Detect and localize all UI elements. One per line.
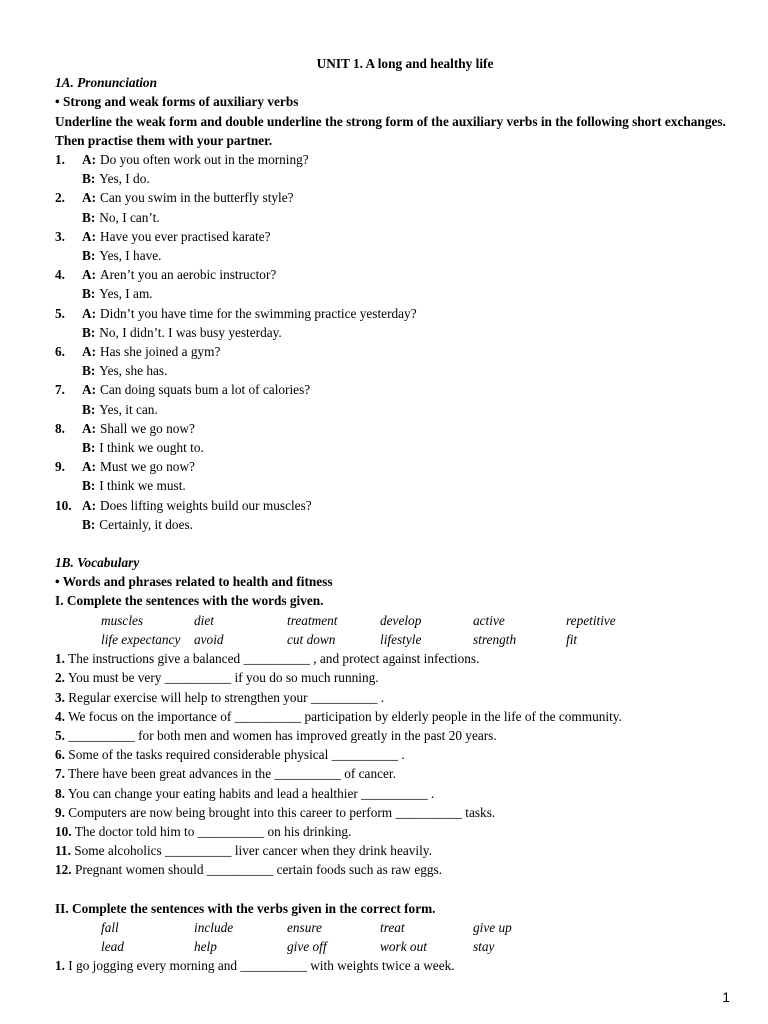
sentence-number: 1. — [55, 651, 65, 667]
sentence-text: Some of the tasks required considerable physical __________ . — [64, 747, 405, 763]
exchange-text-b: I think we ought to. — [99, 440, 204, 456]
speaker-label: B: — [82, 286, 96, 302]
speaker-label: B: — [82, 440, 96, 456]
exchange-number: 8. — [55, 420, 65, 436]
sentence-number: 8. — [55, 785, 65, 801]
exchange-text-b: Yes, I do. — [99, 171, 150, 187]
sentence-item — [55, 688, 735, 707]
speaker-label: A: — [82, 228, 97, 244]
exchange-line-b — [55, 208, 735, 227]
exchange-line-b — [55, 361, 735, 380]
sentence-text: Regular exercise will help to strengthen your __________ . — [64, 689, 385, 705]
section-a-heading: 1A. Pronunciation — [55, 75, 157, 91]
exchange-line-a — [55, 457, 735, 476]
exchange-line-b — [55, 246, 735, 265]
sentence-text: Computers are now being brought into this career to perform __________ tasks. — [64, 804, 496, 820]
exchange-text-b: No, I didn’t. I was busy yesterday. — [99, 324, 282, 340]
sentence-item — [55, 745, 735, 764]
word-item: treatment — [287, 612, 338, 628]
exchange-text-a: Has she joined a gym? — [100, 344, 221, 360]
speaker-label: A: — [82, 305, 97, 321]
sentence-item — [55, 668, 735, 687]
sentence-number: 11. — [55, 843, 71, 859]
speaker-label: A: — [82, 420, 97, 436]
exchange-text-a: Do you often work out in the morning? — [100, 152, 309, 168]
exchange-number: 3. — [55, 228, 65, 244]
sentence-text: __________ for both men and women has improved greatly in the past 20 years. — [64, 727, 497, 743]
exchange-line-a — [55, 496, 735, 515]
word-item: give off — [287, 938, 327, 954]
exchange-text-b: Yes, she has. — [99, 363, 168, 379]
speaker-label: B: — [82, 478, 96, 494]
sentence-item — [55, 860, 735, 879]
exchange-line-a — [55, 380, 735, 399]
word-item: avoid — [194, 631, 224, 647]
speaker-label: B: — [82, 401, 96, 417]
exchange-number: 4. — [55, 267, 65, 283]
sentence-text: Some alcoholics __________ liver cancer when they drink heavily. — [70, 843, 432, 859]
speaker-label: B: — [82, 516, 96, 532]
sentence-item — [55, 841, 735, 860]
word-row — [101, 918, 735, 937]
sentence-item — [55, 784, 735, 803]
speaker-label: A: — [82, 382, 97, 398]
word-item: lead — [101, 938, 124, 954]
speaker-label: B: — [82, 171, 96, 187]
word-bank-2 — [55, 918, 735, 956]
speaker-label: B: — [82, 363, 96, 379]
sentence-item — [55, 822, 735, 841]
exchange-line-b — [55, 515, 735, 534]
exchange-number: 5. — [55, 305, 65, 321]
section-a-instruction: Underline the weak form and double underline the strong form of the auxiliary verbs in the following short exchanges. Then practise them with your partner. — [55, 113, 726, 148]
speaker-label: A: — [82, 190, 97, 206]
sentence-number: 4. — [55, 708, 65, 724]
word-item: give up — [473, 919, 512, 935]
word-item: fall — [101, 919, 119, 935]
exchange-line-b — [55, 323, 735, 342]
part2-instruction: II. Complete the sentences with the verbs given in the correct form. — [55, 900, 436, 916]
exchange-text-a: Aren’t you an aerobic instructor? — [100, 267, 277, 283]
exchange-text-b: No, I can’t. — [99, 209, 160, 225]
speaker-label: A: — [82, 497, 97, 513]
word-bank-1 — [55, 611, 735, 649]
exchange-line-b — [55, 438, 735, 457]
word-row — [101, 611, 735, 630]
exchange-text-b: Yes, it can. — [99, 401, 158, 417]
section-a-subheading: • Strong and weak forms of auxiliary verbs — [55, 94, 299, 110]
speaker-label: A: — [82, 267, 97, 283]
sentence-item — [55, 803, 735, 822]
word-item: cut down — [287, 631, 336, 647]
word-item: develop — [380, 612, 422, 628]
word-item: diet — [194, 612, 214, 628]
sentence-item — [55, 707, 735, 726]
exchange-line-a — [55, 188, 735, 207]
exchange-number: 1. — [55, 152, 65, 168]
exchange-line-b — [55, 400, 735, 419]
exchange-text-b: Yes, I am. — [99, 286, 153, 302]
exchange-text-a: Shall we go now? — [100, 420, 195, 436]
sentence-text: The doctor told him to __________ on his drinking. — [71, 823, 352, 839]
sentence-text: You must be very __________ if you do so much running. — [64, 670, 379, 686]
word-item: fit — [566, 631, 578, 647]
sentence-list-2 — [55, 956, 735, 975]
exchange-line-a — [55, 150, 735, 169]
speaker-label: A: — [82, 344, 97, 360]
exchange-number: 2. — [55, 190, 65, 206]
exchange-number: 6. — [55, 344, 65, 360]
exchange-text-b: Yes, I have. — [99, 248, 162, 264]
sentence-number: 9. — [55, 804, 65, 820]
exchange-line-b — [55, 476, 735, 495]
page-title: UNIT 1. A long and healthy life — [316, 56, 494, 71]
exchange-text-a: Does lifting weights build our muscles? — [100, 497, 312, 513]
exchange-text-a: Must we go now? — [100, 459, 195, 475]
word-item: muscles — [101, 612, 144, 628]
word-item: life expectancy — [101, 631, 181, 647]
word-row — [101, 937, 735, 956]
exchange-text-b: Certainly, it does. — [99, 516, 193, 532]
word-item: include — [194, 919, 234, 935]
sentence-text: Pregnant women should __________ certain foods such as raw eggs. — [71, 862, 443, 878]
exchange-number: 9. — [55, 459, 65, 475]
sentence-number: 7. — [55, 766, 65, 782]
exchange-line-a — [55, 304, 735, 323]
word-item: repetitive — [566, 612, 616, 628]
exchange-text-b: I think we must. — [99, 478, 186, 494]
sentence-number: 10. — [55, 823, 72, 839]
exchange-text-a: Have you ever practised karate? — [100, 228, 271, 244]
speaker-label: A: — [82, 459, 97, 475]
word-item: active — [473, 612, 505, 628]
section-b-heading: 1B. Vocabulary — [55, 555, 140, 571]
exchange-line-a — [55, 419, 735, 438]
page-number: 1 — [722, 989, 730, 1005]
exchange-text-a: Didn’t you have time for the swimming practice yesterday? — [100, 305, 417, 321]
exchange-list — [55, 150, 735, 534]
sentence-text: There have been great advances in the __________ of cancer. — [64, 766, 396, 782]
document-content — [55, 54, 735, 975]
section-b-subheading: • Words and phrases related to health and fitness — [55, 574, 333, 590]
part1-instruction: I. Complete the sentences with the words given. — [55, 593, 324, 609]
sentence-number: 12. — [55, 862, 72, 878]
exchange-number: 10. — [55, 497, 72, 513]
word-item: ensure — [287, 919, 322, 935]
sentence-number: 6. — [55, 747, 65, 763]
sentence-number: 1. — [55, 958, 65, 974]
sentence-number: 2. — [55, 670, 65, 686]
sentence-item — [55, 956, 735, 975]
exchange-line-b — [55, 284, 735, 303]
speaker-label: B: — [82, 248, 96, 264]
speaker-label: A: — [82, 152, 97, 168]
word-item: lifestyle — [380, 631, 422, 647]
word-item: strength — [473, 631, 517, 647]
exchange-line-b — [55, 169, 735, 188]
word-item: work out — [380, 938, 427, 954]
sentence-text: The instructions give a balanced __________ , and protect against infections. — [64, 651, 480, 667]
word-item: stay — [473, 938, 495, 954]
speaker-label: B: — [82, 324, 96, 340]
exchange-text-a: Can doing squats bum a lot of calories? — [100, 382, 311, 398]
sentence-text: You can change your eating habits and lead a healthier __________ . — [64, 785, 435, 801]
word-item: help — [194, 938, 217, 954]
exchange-line-a — [55, 342, 735, 361]
word-item: treat — [380, 919, 405, 935]
sentence-text: We focus on the importance of __________ participation by elderly people in the life of the community. — [64, 708, 622, 724]
sentence-number: 3. — [55, 689, 65, 705]
exchange-text-a: Can you swim in the butterfly style? — [100, 190, 294, 206]
sentence-item — [55, 764, 735, 783]
sentence-item — [55, 649, 735, 668]
sentence-text: I go jogging every morning and __________ with weights twice a week. — [64, 958, 455, 974]
sentence-list-1 — [55, 649, 735, 879]
speaker-label: B: — [82, 209, 96, 225]
exchange-line-a — [55, 265, 735, 284]
exchange-line-a — [55, 227, 735, 246]
word-row — [101, 630, 735, 649]
sentence-number: 5. — [55, 727, 65, 743]
exchange-number: 7. — [55, 382, 65, 398]
sentence-item — [55, 726, 735, 745]
